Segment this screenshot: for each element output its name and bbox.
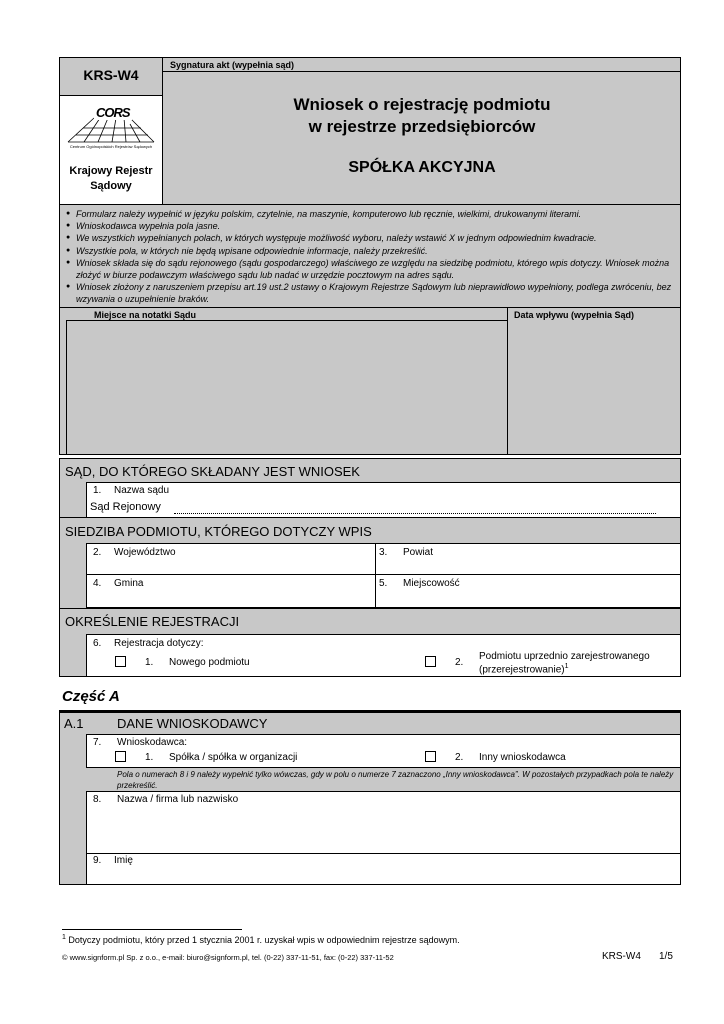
instruction-item: ● Wniosek składa się do sądu rejonowego (sądu gospodarczego) właściwego ze względu na siedzibę podmiotu, którego wpis dotyczy. Wniosek można złożyć w biurze podawczym właściwego sądu lub nadać w urzędzie pocztowym na adres sądu. [66, 257, 674, 281]
logo-text: CORS [96, 105, 130, 120]
field-number: 5. [379, 578, 388, 589]
registration-label: Rejestracja dotyczy: [114, 638, 204, 649]
court-notes-inner [66, 320, 507, 321]
footnote [62, 934, 460, 945]
applicant-type-label: Wnioskodawca: [117, 737, 188, 748]
reregistration-label-line1: Podmiotu uprzednio zarejestrowanego [479, 651, 650, 662]
header-divider-h2 [162, 71, 681, 72]
instructions-box [59, 204, 681, 308]
field-number: 8. [93, 794, 102, 805]
form-subtitle: SPÓŁKA AKCYJNA [348, 159, 496, 176]
reregistration-label-line2 [479, 663, 569, 675]
seat-section-title: SIEDZIBA PODMIOTU, KTÓREGO DOTYCZY WPIS [65, 524, 372, 539]
court-name-dotline [174, 512, 656, 514]
field-number: 6. [93, 638, 102, 649]
part-a-title: Część A [62, 688, 120, 705]
new-entity-label: Nowego podmiotu [169, 657, 250, 668]
court-notes-area [59, 307, 681, 455]
form-code: KRS-W4 [83, 67, 139, 83]
reregistration-checkbox[interactable] [425, 656, 436, 667]
locality-label: Miejscowość [403, 578, 460, 589]
county-label: Powiat [403, 547, 434, 558]
court-section-title: SĄD, DO KTÓREGO SKŁADANY JEST WNIOSEK [65, 464, 360, 479]
option-number: 1. [145, 752, 154, 763]
instruction-item: ● Wszystkie pola, w których nie będą wpisane odpowiednie informacje, należy przekreślić. [66, 245, 674, 257]
court-name-label: Nazwa sądu [114, 485, 170, 496]
other-applicant-label: Inny wnioskodawca [479, 752, 566, 763]
field-number: 2. [93, 547, 102, 558]
other-applicant-checkbox[interactable] [425, 751, 436, 762]
cors-logo [64, 104, 158, 152]
court-notes-divider [507, 307, 508, 455]
registry-name: Krajowy Rejestr Sądowy [69, 165, 153, 192]
form-title-line1: Wniosek o rejestrację podmiotu [293, 95, 551, 114]
first-name-field[interactable] [86, 853, 681, 885]
signature-label: Sygnatura akt (wypełnia sąd) [170, 60, 295, 70]
copyright: © www.signform.pl Sp. z o.o., e-mail: biuro@signform.pl, tel. (0-22) 337-11-51, fax: (0-22) 337-11-52 [62, 953, 394, 962]
field-number: 1. [93, 485, 102, 496]
option-number: 2. [455, 752, 464, 763]
company-label: Spółka / spółka w organizacji [169, 752, 298, 763]
logo-subtext: Centrum Ogólnopolskich Rejestrów Sądowych [69, 144, 153, 149]
footnote-text: Dotyczy podmiotu, który przed 1 stycznia 2001 r. uzyskał wpis w odpowiednim rejestrze sądowym. [68, 935, 460, 945]
court-notes-label: Miejsce na notatki Sądu [94, 310, 197, 320]
option-number: 2. [455, 657, 464, 668]
field-number: 7. [93, 737, 102, 748]
footer-form-code: KRS-W4 [602, 951, 641, 962]
reregistration-label-text: (przerejestrowanie) [479, 664, 565, 676]
applicant-name-label: Nazwa / firma lub nazwisko [117, 794, 239, 805]
date-received-label: Data wpływu (wypełnia Sąd) [514, 310, 635, 320]
company-checkbox[interactable] [115, 751, 126, 762]
option-number: 1. [145, 657, 154, 668]
applicant-note: Pola o numerach 8 i 9 należy wypełnić tylko wówczas, gdy w polu o numerze 7 zaznaczono „Inny wnioskodawca”. W pozostałych przypadkach pola te należy przekreślić. [117, 770, 674, 790]
instruction-item: ● Formularz należy wypełnić w języku polskim, czytelnie, na maszynie, komputerowo lub ręcznie, wielkimi, drukowanymi literami. [66, 208, 674, 220]
footnote-rule [62, 929, 242, 930]
new-entity-checkbox[interactable] [115, 656, 126, 667]
page-number: 1/5 [659, 951, 673, 962]
applicant-section-title: DANE WNIOSKODAWCY [117, 716, 268, 731]
instruction-item: ● We wszystkich wypełnianych polach, w których występuje możliwość wyboru, należy wstawić X w jednym odpowiednim kwadracie. [66, 232, 674, 244]
registration-section-title: OKREŚLENIE REJESTRACJI [65, 614, 240, 629]
commune-label: Gmina [114, 578, 144, 589]
field-number: 4. [93, 578, 102, 589]
first-name-label: Imię [114, 855, 133, 866]
instruction-item: ● Wnioskodawca wypełnia pola jasne. [66, 220, 674, 232]
instruction-item: ● Wniosek złożony z naruszeniem przepisu art.19 ust.2 ustawy o Krajowym Rejestrze Sądowym lub nieprawidłowo wypełniony, podlega zwróceniu, bez wzywania o uzupełnienie braków. [66, 281, 674, 305]
instructions-list [66, 208, 674, 306]
court-notes-inner-v [66, 320, 67, 455]
form-title-line2: w rejestrze przedsiębiorców [308, 117, 536, 136]
court-name-value: Sąd Rejonowy [90, 501, 161, 513]
field-number: 9. [93, 855, 102, 866]
voivodeship-label: Województwo [114, 547, 176, 558]
footnote-number: 1 [62, 934, 66, 941]
section-number: A.1 [64, 716, 84, 731]
footnote-ref: 1 [564, 663, 569, 670]
field-number: 3. [379, 547, 388, 558]
